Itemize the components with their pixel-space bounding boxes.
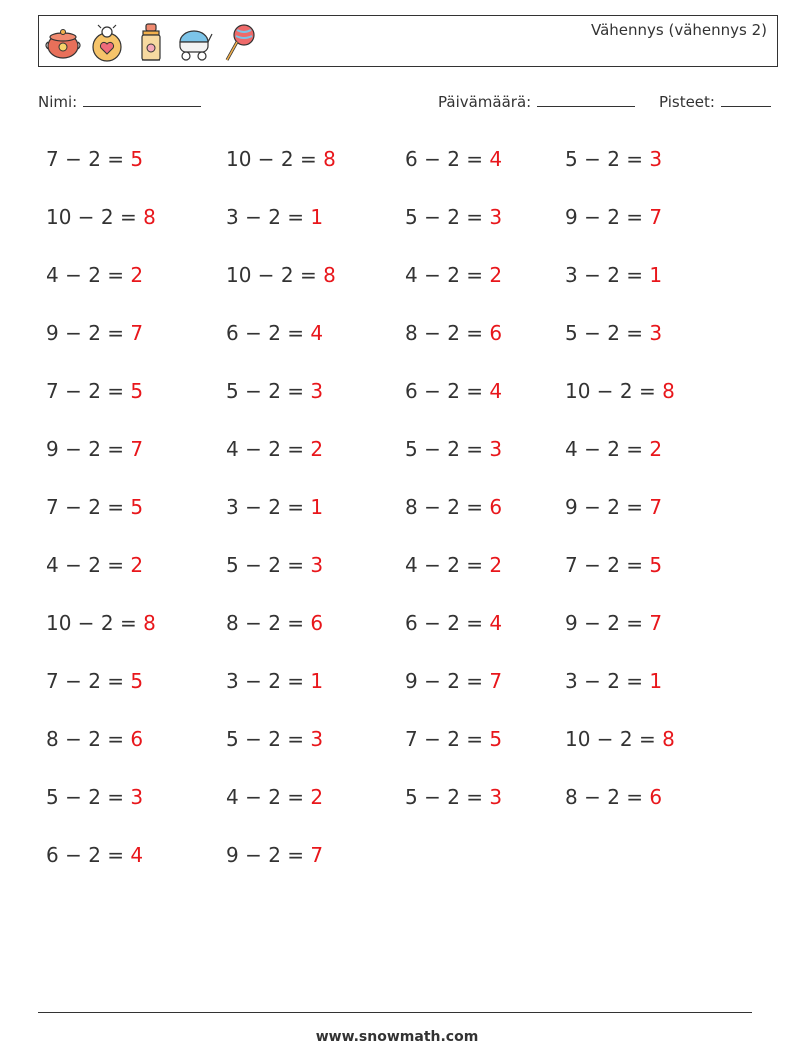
problem-expression: 6 − 2 = [226, 321, 311, 345]
problem-expression: 7 − 2 = [46, 147, 131, 171]
baby-bottle-icon [131, 20, 171, 64]
problem-answer: 2 [489, 263, 503, 287]
problem-answer: 6 [489, 321, 503, 345]
score-blank[interactable] [721, 92, 771, 107]
problem-item [46, 147, 143, 171]
problem-expression: 6 − 2 = [405, 611, 490, 635]
problem-expression: 9 − 2 = [565, 205, 650, 229]
problem-answer: 1 [310, 205, 324, 229]
problem-item [226, 321, 323, 345]
problem-answer: 6 [649, 785, 663, 809]
problem-item [226, 495, 323, 519]
problem-answer: 7 [310, 843, 324, 867]
problem-answer: 2 [310, 785, 324, 809]
problem-item [226, 727, 323, 751]
problem-expression: 9 − 2 = [46, 437, 131, 461]
problem-item [405, 727, 502, 751]
problem-answer: 7 [649, 611, 663, 635]
problem-item [565, 147, 662, 171]
problem-expression: 8 − 2 = [405, 495, 490, 519]
problem-expression: 3 − 2 = [226, 669, 311, 693]
problem-item [405, 611, 502, 635]
problem-answer: 2 [489, 553, 503, 577]
problem-answer: 2 [310, 437, 324, 461]
problem-item [226, 785, 323, 809]
problem-item [405, 553, 502, 577]
problem-answer: 5 [649, 553, 663, 577]
problem-item [226, 611, 323, 635]
problem-answer: 3 [489, 205, 503, 229]
problem-item [46, 611, 156, 635]
problem-expression: 8 − 2 = [46, 727, 131, 751]
problem-item [226, 263, 336, 287]
problem-item [565, 379, 675, 403]
problem-expression: 8 − 2 = [405, 321, 490, 345]
problem-item [46, 785, 143, 809]
problem-item [565, 263, 662, 287]
problem-item [565, 669, 662, 693]
problem-item [565, 495, 662, 519]
date-label: Päivämäärä: [438, 93, 532, 111]
problem-item [565, 437, 662, 461]
problem-item [46, 437, 143, 461]
problem-expression: 8 − 2 = [565, 785, 650, 809]
problem-answer: 5 [130, 379, 144, 403]
problem-expression: 3 − 2 = [226, 205, 311, 229]
baby-stroller-icon [175, 20, 215, 64]
problem-answer: 8 [323, 263, 336, 287]
problem-expression: 5 − 2 = [46, 785, 131, 809]
problem-expression: 6 − 2 = [46, 843, 131, 867]
problem-answer: 5 [489, 727, 503, 751]
problem-item [46, 495, 143, 519]
problem-expression: 3 − 2 = [565, 263, 650, 287]
problem-item [405, 495, 502, 519]
problem-answer: 3 [649, 147, 663, 171]
score-field [659, 92, 771, 111]
problem-expression: 4 − 2 = [46, 263, 131, 287]
pot-icon [43, 20, 83, 64]
problem-expression: 9 − 2 = [565, 495, 650, 519]
problem-item [565, 611, 662, 635]
problem-answer: 3 [310, 379, 324, 403]
problem-item [46, 321, 143, 345]
problem-expression: 5 − 2 = [226, 727, 311, 751]
problem-item [226, 553, 323, 577]
problem-expression: 5 − 2 = [226, 379, 311, 403]
problem-item [46, 263, 143, 287]
problem-expression: 5 − 2 = [405, 205, 490, 229]
problem-expression: 4 − 2 = [226, 437, 311, 461]
problem-item [226, 669, 323, 693]
problem-answer: 6 [130, 727, 144, 751]
problem-answer: 1 [310, 495, 324, 519]
problem-item [226, 379, 323, 403]
problem-answer: 7 [130, 437, 144, 461]
problem-expression: 4 − 2 = [46, 553, 131, 577]
problem-expression: 5 − 2 = [565, 147, 650, 171]
problem-answer: 5 [130, 147, 144, 171]
problem-answer: 6 [310, 611, 324, 635]
problem-answer: 7 [489, 669, 503, 693]
problem-expression: 3 − 2 = [226, 495, 311, 519]
problem-expression: 7 − 2 = [405, 727, 490, 751]
problem-answer: 3 [310, 553, 324, 577]
problem-answer: 8 [143, 205, 156, 229]
problem-answer: 3 [489, 437, 503, 461]
problem-item [405, 263, 502, 287]
problem-expression: 5 − 2 = [226, 553, 311, 577]
problem-expression: 10 − 2 = [565, 727, 663, 751]
name-blank[interactable] [83, 92, 201, 107]
problem-item [226, 843, 323, 867]
problem-expression: 10 − 2 = [565, 379, 663, 403]
problem-expression: 3 − 2 = [565, 669, 650, 693]
problem-item [46, 669, 143, 693]
problem-expression: 7 − 2 = [46, 669, 131, 693]
problem-answer: 4 [489, 379, 503, 403]
problem-answer: 2 [130, 553, 144, 577]
problem-expression: 9 − 2 = [46, 321, 131, 345]
problem-answer: 1 [649, 669, 663, 693]
problem-expression: 10 − 2 = [46, 611, 144, 635]
problem-expression: 4 − 2 = [565, 437, 650, 461]
problem-item [405, 785, 502, 809]
problem-answer: 7 [649, 495, 663, 519]
problem-item [565, 321, 662, 345]
problem-item [46, 205, 156, 229]
problem-expression: 5 − 2 = [565, 321, 650, 345]
problem-answer: 7 [130, 321, 144, 345]
problem-expression: 4 − 2 = [226, 785, 311, 809]
problem-answer: 3 [310, 727, 324, 751]
problem-answer: 4 [130, 843, 144, 867]
problem-item [565, 205, 662, 229]
problem-answer: 4 [489, 147, 503, 171]
problem-answer: 6 [489, 495, 503, 519]
problem-answer: 2 [649, 437, 663, 461]
name-label: Nimi: [38, 93, 78, 111]
date-field [438, 92, 635, 111]
problem-item [565, 727, 675, 751]
problem-answer: 3 [130, 785, 144, 809]
date-blank[interactable] [537, 92, 635, 107]
problem-item [46, 379, 143, 403]
score-label: Pisteet: [659, 93, 715, 111]
baby-bib-icon [87, 20, 127, 64]
problem-answer: 5 [130, 495, 144, 519]
lollipop-icon [219, 20, 259, 64]
problem-item [405, 669, 502, 693]
problem-item [226, 205, 323, 229]
problem-expression: 6 − 2 = [405, 147, 490, 171]
problem-answer: 4 [489, 611, 503, 635]
footer-divider [38, 1012, 752, 1013]
problem-expression: 10 − 2 = [226, 263, 324, 287]
problem-answer: 8 [143, 611, 156, 635]
problem-answer: 8 [662, 379, 675, 403]
problem-expression: 6 − 2 = [405, 379, 490, 403]
problem-item [226, 437, 323, 461]
problem-expression: 7 − 2 = [46, 495, 131, 519]
problem-answer: 1 [649, 263, 663, 287]
icon-strip [43, 20, 259, 64]
problem-answer: 8 [323, 147, 336, 171]
problem-item [46, 727, 143, 751]
problem-expression: 8 − 2 = [226, 611, 311, 635]
problem-answer: 4 [310, 321, 324, 345]
footer-url: www.snowmath.com [315, 1029, 479, 1045]
problem-answer: 3 [489, 785, 503, 809]
problem-expression: 10 − 2 = [226, 147, 324, 171]
problem-item [46, 843, 143, 867]
problem-expression: 5 − 2 = [405, 785, 490, 809]
problem-item [405, 379, 502, 403]
problem-expression: 4 − 2 = [405, 553, 490, 577]
worksheet-title: Vähennys (vähennys 2) [590, 21, 767, 39]
problem-answer: 7 [649, 205, 663, 229]
problem-item [405, 437, 502, 461]
problem-expression: 9 − 2 = [565, 611, 650, 635]
header-box [38, 15, 778, 67]
problem-expression: 9 − 2 = [226, 843, 311, 867]
problem-answer: 8 [662, 727, 675, 751]
problem-expression: 7 − 2 = [46, 379, 131, 403]
problem-answer: 3 [649, 321, 663, 345]
problem-item [405, 321, 502, 345]
problem-expression: 9 − 2 = [405, 669, 490, 693]
problem-item [405, 205, 502, 229]
problem-item [565, 785, 662, 809]
problem-item [565, 553, 662, 577]
problem-item [405, 147, 502, 171]
name-field [38, 92, 201, 111]
problem-item [46, 553, 143, 577]
problem-item [226, 147, 336, 171]
problem-expression: 4 − 2 = [405, 263, 490, 287]
problem-answer: 1 [310, 669, 324, 693]
problem-expression: 10 − 2 = [46, 205, 144, 229]
problem-expression: 5 − 2 = [405, 437, 490, 461]
problem-expression: 7 − 2 = [565, 553, 650, 577]
problem-answer: 2 [130, 263, 144, 287]
problem-answer: 5 [130, 669, 144, 693]
